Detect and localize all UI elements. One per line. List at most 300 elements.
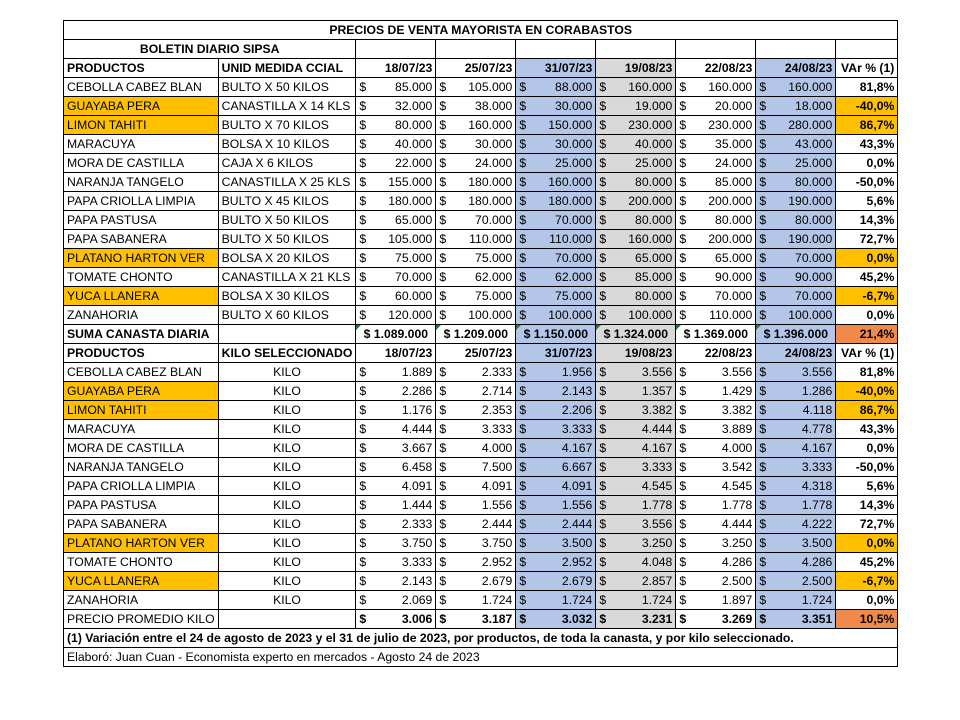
price-cell <box>756 97 836 116</box>
price-cell <box>516 135 596 154</box>
price-value: 4.000 <box>481 441 513 455</box>
price-cell <box>756 306 836 325</box>
price-value: 155.000 <box>388 175 433 189</box>
product-name: MORA DE CASTILLA <box>64 154 219 173</box>
price-value: 180.000 <box>548 194 593 208</box>
price-value: 85.000 <box>715 175 753 189</box>
price-cell <box>436 230 516 249</box>
currency-symbol: $ <box>359 365 367 379</box>
currency-symbol: $ <box>359 232 367 246</box>
price-cell <box>516 515 596 534</box>
price-value: 25.000 <box>795 156 833 170</box>
currency-symbol: $ <box>759 175 767 189</box>
table-row <box>64 477 898 496</box>
price-cell <box>356 230 436 249</box>
unit-label: BOLSA X 30 KILOS <box>218 287 356 306</box>
price-value: 2.333 <box>481 365 513 379</box>
currency-symbol: $ <box>359 175 367 189</box>
price-value: 3.889 <box>721 422 753 436</box>
currency-symbol: $ <box>439 270 447 284</box>
price-value: 40.000 <box>635 137 673 151</box>
price-cell <box>756 173 836 192</box>
product-name: PLATANO HARTON VER <box>64 534 219 553</box>
unit-label: KILO <box>218 439 356 458</box>
header-date: 22/08/23 <box>676 344 756 363</box>
price-cell <box>596 534 676 553</box>
currency-symbol: $ <box>519 175 527 189</box>
price-cell <box>516 458 596 477</box>
unit-label: BULTO X 50 KILOS <box>218 211 356 230</box>
price-cell <box>516 154 596 173</box>
currency-symbol: $ <box>359 612 367 626</box>
author-credit: Elaboró: Juan Cuan - Economista experto en mercados - Agosto 24 de 2023 <box>64 648 898 667</box>
price-cell <box>756 211 836 230</box>
price-cell <box>356 287 436 306</box>
product-name: NARANJA TANGELO <box>64 458 219 477</box>
currency-symbol: $ <box>359 574 367 588</box>
subtitle-row <box>64 40 898 59</box>
price-cell <box>596 477 676 496</box>
price-table <box>63 20 898 667</box>
price-cell <box>756 458 836 477</box>
price-value: 190.000 <box>788 232 833 246</box>
price-cell <box>756 591 836 610</box>
currency-symbol: $ <box>359 422 367 436</box>
variation-value: 0,0% <box>836 154 898 173</box>
product-name: PAPA CRIOLLA LIMPIA <box>64 192 219 211</box>
price-cell <box>516 534 596 553</box>
currency-symbol: $ <box>599 555 607 569</box>
currency-symbol: $ <box>519 593 527 607</box>
price-value: 3.187 <box>481 612 513 626</box>
price-cell <box>596 97 676 116</box>
currency-symbol: $ <box>439 517 447 531</box>
currency-symbol: $ <box>359 289 367 303</box>
price-cell <box>516 382 596 401</box>
currency-symbol: $ <box>439 593 447 607</box>
price-cell <box>356 572 436 591</box>
price-cell <box>436 78 516 97</box>
currency-symbol: $ <box>679 118 687 132</box>
product-name: TOMATE CHONTO <box>64 268 219 287</box>
variation-value: -40,0% <box>836 97 898 116</box>
price-cell <box>596 458 676 477</box>
price-value: 3.500 <box>561 536 593 550</box>
price-cell <box>596 154 676 173</box>
price-value: 100.000 <box>628 308 673 322</box>
price-cell <box>756 382 836 401</box>
variation-value: -50,0% <box>836 458 898 477</box>
price-value: 180.000 <box>388 194 433 208</box>
unit-label: KILO <box>218 363 356 382</box>
product-name: PLATANO HARTON VER <box>64 249 219 268</box>
total-variation: 21,4% <box>836 325 898 344</box>
price-value: 1.778 <box>641 498 673 512</box>
total-value: $ 1.369.000 <box>676 325 756 344</box>
price-cell <box>356 363 436 382</box>
price-cell <box>676 135 756 154</box>
price-value: 4.222 <box>801 517 833 531</box>
currency-symbol: $ <box>359 194 367 208</box>
table-row <box>64 534 898 553</box>
variation-value: 43,3% <box>836 135 898 154</box>
price-value: 160.000 <box>788 80 833 94</box>
currency-symbol: $ <box>679 232 687 246</box>
product-name: ZANAHORIA <box>64 306 219 325</box>
price-value: 7.500 <box>481 460 513 474</box>
price-value: 3.500 <box>801 536 833 550</box>
currency-symbol: $ <box>519 384 527 398</box>
currency-symbol: $ <box>679 536 687 550</box>
variation-value: 43,3% <box>836 420 898 439</box>
currency-symbol: $ <box>759 612 767 626</box>
currency-symbol: $ <box>439 441 447 455</box>
total-label: PRECIO PROMEDIO KILO <box>64 610 219 629</box>
unit-label: KILO <box>218 382 356 401</box>
price-value: 75.000 <box>475 251 513 265</box>
price-value: 3.556 <box>721 365 753 379</box>
variation-value: -50,0% <box>836 173 898 192</box>
total-value <box>756 610 836 629</box>
price-cell <box>356 154 436 173</box>
price-value: 3.542 <box>721 460 753 474</box>
total-row <box>64 610 898 629</box>
unit-label: KILO <box>218 420 356 439</box>
variation-value: 14,3% <box>836 496 898 515</box>
variation-value: 45,2% <box>836 553 898 572</box>
currency-symbol: $ <box>439 99 447 113</box>
price-value: 1.556 <box>561 498 593 512</box>
price-value: 120.000 <box>388 308 433 322</box>
header-date: 24/08/23 <box>756 59 836 78</box>
currency-symbol: $ <box>599 308 607 322</box>
currency-symbol: $ <box>679 593 687 607</box>
currency-symbol: $ <box>599 175 607 189</box>
price-value: 200.000 <box>628 194 673 208</box>
price-value: 75.000 <box>395 251 433 265</box>
price-value: 88.000 <box>555 80 593 94</box>
variation-value: 5,6% <box>836 477 898 496</box>
price-value: 4.545 <box>641 479 673 493</box>
currency-symbol: $ <box>599 137 607 151</box>
price-value: 100.000 <box>788 308 833 322</box>
price-cell <box>756 420 836 439</box>
price-cell <box>516 230 596 249</box>
price-cell <box>676 477 756 496</box>
currency-symbol: $ <box>759 517 767 531</box>
currency-symbol: $ <box>759 498 767 512</box>
currency-symbol: $ <box>679 175 687 189</box>
product-name: YUCA LLANERA <box>64 287 219 306</box>
price-cell <box>756 78 836 97</box>
price-cell <box>676 591 756 610</box>
currency-symbol: $ <box>599 156 607 170</box>
price-cell <box>676 572 756 591</box>
product-name: GUAYABA PERA <box>64 382 219 401</box>
price-value: 24.000 <box>475 156 513 170</box>
price-value: 4.091 <box>481 479 513 493</box>
header-row <box>64 344 898 363</box>
currency-symbol: $ <box>679 80 687 94</box>
price-cell <box>436 97 516 116</box>
price-value: 80.000 <box>715 213 753 227</box>
currency-symbol: $ <box>439 251 447 265</box>
currency-symbol: $ <box>759 308 767 322</box>
price-value: 1.176 <box>401 403 433 417</box>
price-value: 2.952 <box>561 555 593 569</box>
price-value: 2.500 <box>801 574 833 588</box>
price-value: 2.206 <box>561 403 593 417</box>
price-value: 25.000 <box>635 156 673 170</box>
price-value: 180.000 <box>468 194 513 208</box>
price-value: 80.000 <box>795 213 833 227</box>
price-value: 110.000 <box>549 232 593 246</box>
currency-symbol: $ <box>759 593 767 607</box>
currency-symbol: $ <box>439 156 447 170</box>
price-value: 75.000 <box>475 289 513 303</box>
currency-symbol: $ <box>519 213 527 227</box>
empty-cell <box>356 40 436 59</box>
unit-label: KILO <box>218 458 356 477</box>
price-cell <box>676 154 756 173</box>
price-cell <box>436 363 516 382</box>
price-cell <box>356 477 436 496</box>
currency-symbol: $ <box>519 156 527 170</box>
price-cell <box>516 306 596 325</box>
table-row <box>64 97 898 116</box>
price-cell <box>596 496 676 515</box>
price-value: 105.000 <box>468 80 513 94</box>
price-cell <box>436 477 516 496</box>
currency-symbol: $ <box>519 118 527 132</box>
price-cell <box>436 496 516 515</box>
price-value: 2.333 <box>401 517 433 531</box>
price-cell <box>596 363 676 382</box>
price-value: 4.444 <box>641 422 673 436</box>
currency-symbol: $ <box>519 555 527 569</box>
price-cell <box>596 135 676 154</box>
price-value: 35.000 <box>715 137 753 151</box>
price-value: 3.333 <box>641 460 673 474</box>
table-row <box>64 382 898 401</box>
price-value: 160.000 <box>708 80 753 94</box>
price-value: 1.724 <box>481 593 513 607</box>
price-cell <box>516 249 596 268</box>
price-value: 3.750 <box>401 536 433 550</box>
price-value: 38.000 <box>475 99 513 113</box>
price-cell <box>756 268 836 287</box>
currency-symbol: $ <box>679 574 687 588</box>
currency-symbol: $ <box>519 498 527 512</box>
price-cell <box>676 287 756 306</box>
price-cell <box>516 173 596 192</box>
currency-symbol: $ <box>439 232 447 246</box>
price-value: 70.000 <box>795 289 833 303</box>
price-value: 2.143 <box>401 574 433 588</box>
price-cell <box>436 534 516 553</box>
currency-symbol: $ <box>599 80 607 94</box>
table-row <box>64 154 898 173</box>
price-value: 3.231 <box>641 612 673 626</box>
currency-symbol: $ <box>439 422 447 436</box>
price-cell <box>676 230 756 249</box>
price-value: 2.444 <box>561 517 593 531</box>
unit-label: BULTO X 50 KILOS <box>218 230 356 249</box>
price-cell <box>756 572 836 591</box>
product-name: TOMATE CHONTO <box>64 553 219 572</box>
price-cell <box>596 287 676 306</box>
price-value: 2.353 <box>481 403 513 417</box>
product-name: GUAYABA PERA <box>64 97 219 116</box>
currency-symbol: $ <box>439 612 447 626</box>
price-value: 2.714 <box>481 384 513 398</box>
header-date: 19/08/23 <box>596 59 676 78</box>
unit-label: KILO <box>218 401 356 420</box>
price-cell <box>676 363 756 382</box>
unit-label: KILO <box>218 534 356 553</box>
currency-symbol: $ <box>519 441 527 455</box>
currency-symbol: $ <box>679 156 687 170</box>
total-value: $ 1.150.000 <box>516 325 596 344</box>
total-value <box>596 610 676 629</box>
currency-symbol: $ <box>359 555 367 569</box>
currency-symbol: $ <box>599 441 607 455</box>
variation-value: 86,7% <box>836 401 898 420</box>
price-cell <box>676 249 756 268</box>
currency-symbol: $ <box>759 118 767 132</box>
price-cell <box>436 572 516 591</box>
price-value: 70.000 <box>555 213 593 227</box>
currency-symbol: $ <box>759 384 767 398</box>
price-value: 4.091 <box>561 479 593 493</box>
currency-symbol: $ <box>679 194 687 208</box>
price-value: 105.000 <box>388 232 433 246</box>
price-cell <box>356 268 436 287</box>
price-cell <box>596 591 676 610</box>
currency-symbol: $ <box>679 289 687 303</box>
price-value: 2.857 <box>641 574 673 588</box>
unit-label: BULTO X 50 KILOS <box>218 78 356 97</box>
price-cell <box>436 116 516 135</box>
product-name: PAPA SABANERA <box>64 515 219 534</box>
price-cell <box>356 192 436 211</box>
price-cell <box>356 211 436 230</box>
currency-symbol: $ <box>519 422 527 436</box>
currency-symbol: $ <box>679 403 687 417</box>
price-cell <box>356 515 436 534</box>
price-cell <box>356 306 436 325</box>
price-value: 32.000 <box>395 99 433 113</box>
price-value: 62.000 <box>555 270 593 284</box>
table-row <box>64 458 898 477</box>
price-value: 3.333 <box>561 422 593 436</box>
header-date: 19/08/23 <box>596 344 676 363</box>
price-value: 3.250 <box>721 536 753 550</box>
price-cell <box>516 572 596 591</box>
table-row <box>64 572 898 591</box>
currency-symbol: $ <box>599 517 607 531</box>
price-value: 1.444 <box>401 498 433 512</box>
currency-symbol: $ <box>439 194 447 208</box>
currency-symbol: $ <box>439 308 447 322</box>
currency-symbol: $ <box>599 384 607 398</box>
empty-cell <box>218 325 356 344</box>
header-date: 24/08/23 <box>756 344 836 363</box>
currency-symbol: $ <box>359 99 367 113</box>
price-value: 3.032 <box>561 612 593 626</box>
currency-symbol: $ <box>439 175 447 189</box>
price-value: 3.269 <box>721 612 753 626</box>
header-date: 22/08/23 <box>676 59 756 78</box>
empty-cell <box>516 40 596 59</box>
currency-symbol: $ <box>679 270 687 284</box>
currency-symbol: $ <box>599 593 607 607</box>
currency-symbol: $ <box>359 251 367 265</box>
price-cell <box>756 363 836 382</box>
currency-symbol: $ <box>439 118 447 132</box>
variation-value: 72,7% <box>836 515 898 534</box>
price-cell <box>756 287 836 306</box>
price-value: 4.091 <box>401 479 433 493</box>
currency-symbol: $ <box>599 251 607 265</box>
price-cell <box>676 306 756 325</box>
price-cell <box>596 439 676 458</box>
total-value: $ 1.209.000 <box>436 325 516 344</box>
empty-cell <box>596 40 676 59</box>
variation-value: -6,7% <box>836 287 898 306</box>
price-value: 20.000 <box>715 99 753 113</box>
currency-symbol: $ <box>679 612 687 626</box>
variation-value: 0,0% <box>836 534 898 553</box>
price-value: 19.000 <box>635 99 673 113</box>
unit-label: BOLSA X 10 KILOS <box>218 135 356 154</box>
price-value: 80.000 <box>795 175 833 189</box>
price-value: 3.250 <box>641 536 673 550</box>
price-value: 30.000 <box>475 137 513 151</box>
currency-symbol: $ <box>759 194 767 208</box>
price-cell <box>676 211 756 230</box>
currency-symbol: $ <box>439 536 447 550</box>
price-cell <box>676 439 756 458</box>
price-cell <box>436 173 516 192</box>
price-value: 1.286 <box>801 384 833 398</box>
price-value: 6.458 <box>401 460 433 474</box>
price-value: 4.167 <box>561 441 593 455</box>
table-row <box>64 401 898 420</box>
price-value: 80.000 <box>635 175 673 189</box>
price-cell <box>596 268 676 287</box>
currency-symbol: $ <box>759 460 767 474</box>
price-cell <box>676 534 756 553</box>
table-row <box>64 363 898 382</box>
price-cell <box>436 439 516 458</box>
currency-symbol: $ <box>519 517 527 531</box>
price-value: 160.000 <box>628 232 673 246</box>
currency-symbol: $ <box>359 270 367 284</box>
price-cell <box>516 439 596 458</box>
price-cell <box>516 211 596 230</box>
currency-symbol: $ <box>439 384 447 398</box>
unit-label: CANASTILLA X 21 KLS <box>218 268 356 287</box>
product-name: NARANJA TANGELO <box>64 173 219 192</box>
price-cell <box>756 230 836 249</box>
price-cell <box>676 382 756 401</box>
variation-value: 0,0% <box>836 591 898 610</box>
price-value: 1.889 <box>401 365 433 379</box>
table-row <box>64 78 898 97</box>
currency-symbol: $ <box>359 441 367 455</box>
price-value: 2.444 <box>481 517 513 531</box>
